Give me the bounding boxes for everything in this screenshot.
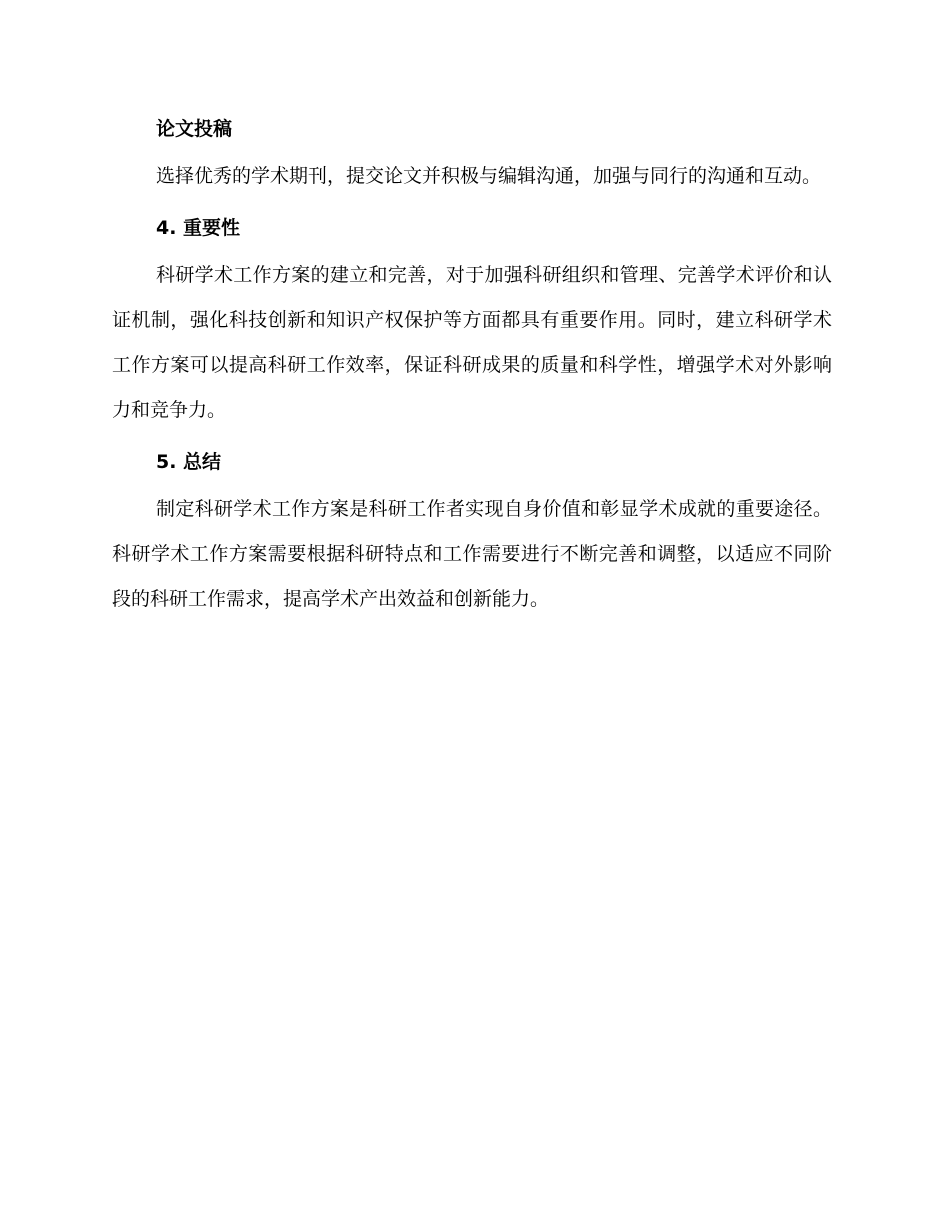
section-heading-importance: 4. 重要性 <box>156 217 241 239</box>
section-paragraph-paper-submission: 选择优秀的学术期刊，提交论文并积极与编辑沟通，加强与同行的沟通和互动。 <box>156 165 822 187</box>
document-page <box>112 112 832 622</box>
section-heading-summary: 5. 总结 <box>156 451 222 473</box>
section-paragraph-summary: 制定科研学术工作方案是科研工作者实现自身价值和彰显学术成就的重要途径。科研学术工作方案需要根据科研特点和工作需要进行不断完善和调整，以适应不同阶段的科研工作需求，提高学术产出效益和创新能力。 <box>112 498 832 610</box>
section-paragraph-importance: 科研学术工作方案的建立和完善，对于加强科研组织和管理、完善学术评价和认证机制，强化科技创新和知识产权保护等方面都具有重要作用。同时，建立科研学术工作方案可以提高科研工作效率，保证科研成果的质量和科学性，增强学术对外影响力和竞争力。 <box>112 264 832 421</box>
section-heading-paper-submission: 论文投稿 <box>156 118 233 140</box>
